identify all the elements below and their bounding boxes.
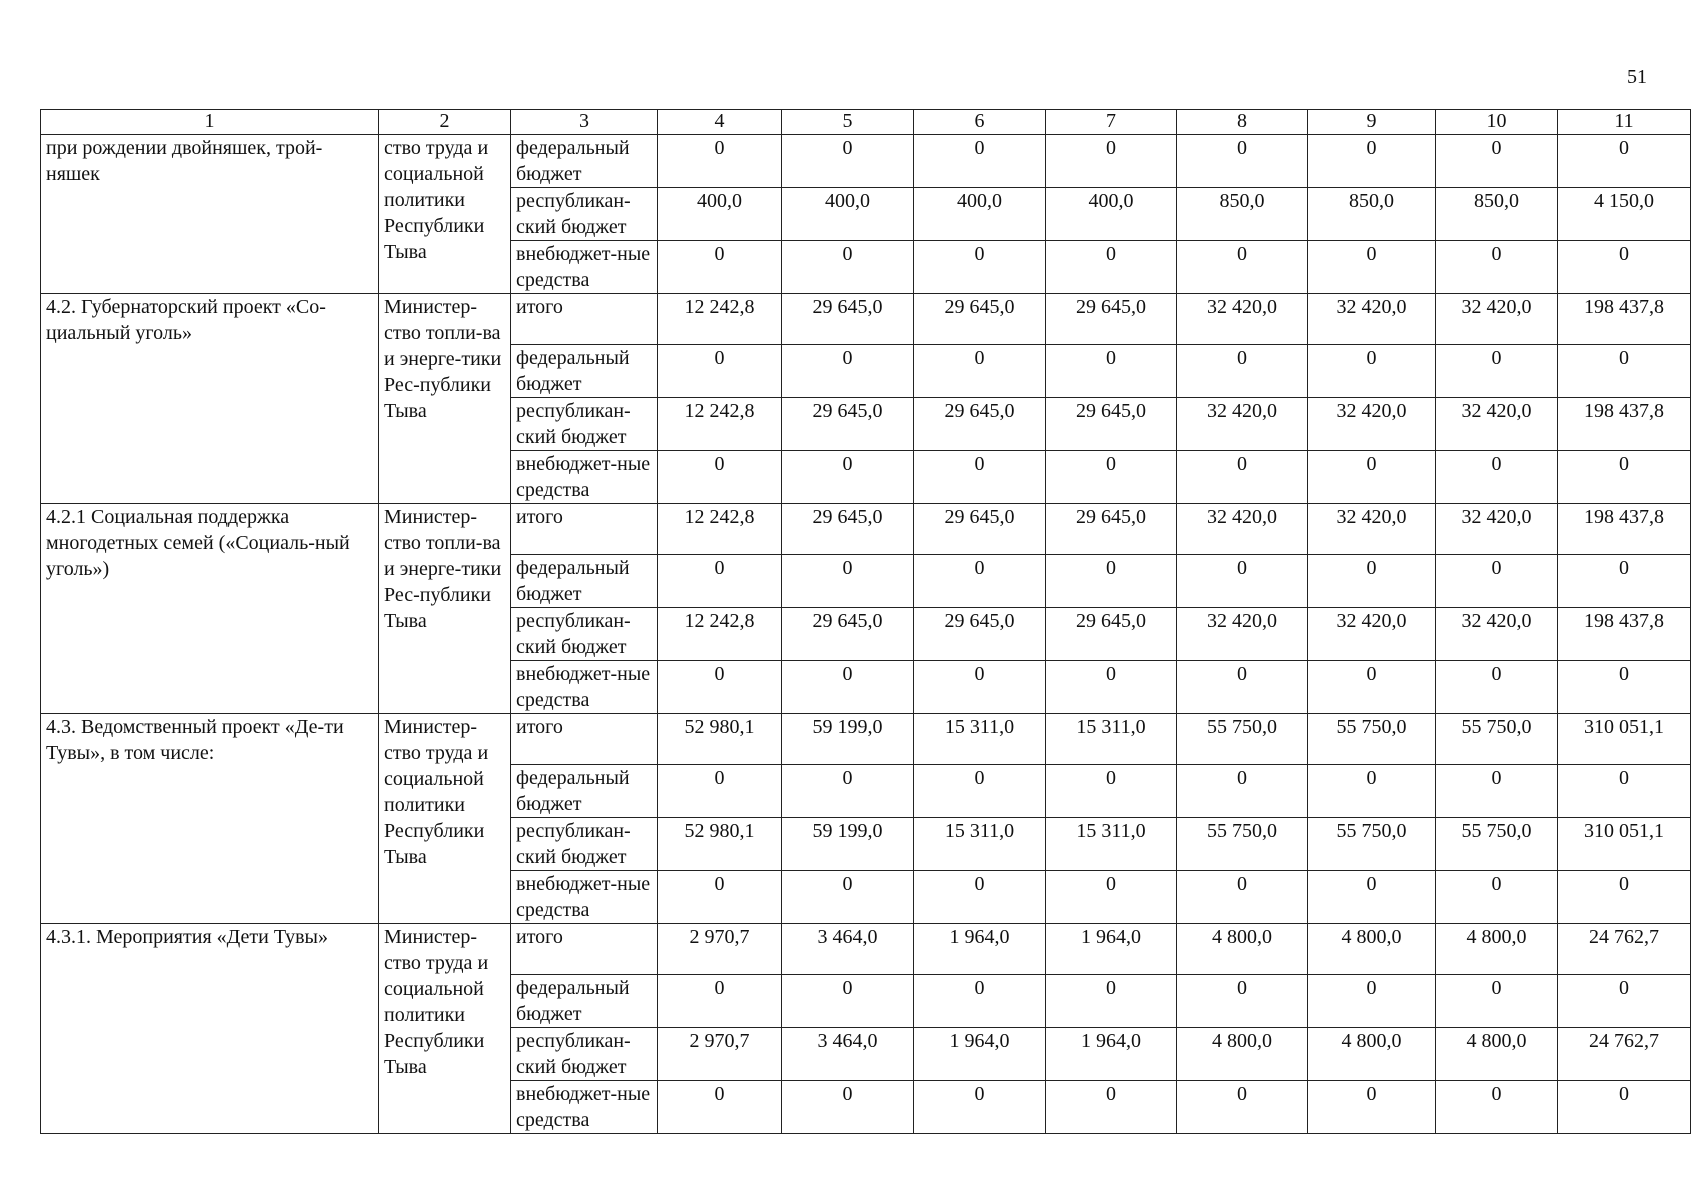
funding-value: 0 <box>914 451 1046 504</box>
funding-value: 12 242,8 <box>658 294 782 345</box>
funding-value: 0 <box>658 975 782 1028</box>
table-body <box>41 135 1691 1134</box>
funding-value: 0 <box>1177 451 1308 504</box>
funding-value: 59 199,0 <box>782 818 914 871</box>
funding-value: 0 <box>1436 135 1558 188</box>
funding-value: 32 420,0 <box>1177 504 1308 555</box>
funding-value: 29 645,0 <box>782 294 914 345</box>
funding-value: 4 800,0 <box>1177 924 1308 975</box>
funding-value: 0 <box>782 555 914 608</box>
funding-value: 4 800,0 <box>1177 1028 1308 1081</box>
funding-value: 12 242,8 <box>658 398 782 451</box>
funding-value: 55 750,0 <box>1436 818 1558 871</box>
responsible-executor: Министер-ство труда и социальной политики Республики Тыва <box>379 924 511 1134</box>
funding-value: 4 800,0 <box>1308 924 1436 975</box>
funding-value: 29 645,0 <box>782 608 914 661</box>
funding-value: 0 <box>1177 135 1308 188</box>
table-header <box>41 110 1691 135</box>
funding-value: 0 <box>1558 241 1691 294</box>
funding-value: 4 800,0 <box>1436 924 1558 975</box>
funding-value: 1 964,0 <box>914 924 1046 975</box>
funding-value: 0 <box>1558 345 1691 398</box>
funding-value: 24 762,7 <box>1558 1028 1691 1081</box>
funding-value: 0 <box>1177 975 1308 1028</box>
funding-value: 32 420,0 <box>1308 398 1436 451</box>
funding-value: 310 051,1 <box>1558 818 1691 871</box>
funding-value: 0 <box>782 661 914 714</box>
funding-value: 0 <box>1436 1081 1558 1134</box>
column-number: 9 <box>1308 110 1436 135</box>
funding-value: 12 242,8 <box>658 608 782 661</box>
funding-value: 0 <box>914 345 1046 398</box>
funding-value: 0 <box>1177 1081 1308 1134</box>
funding-value: 0 <box>1046 1081 1177 1134</box>
funding-source: федеральный бюджет <box>511 975 658 1028</box>
funding-value: 32 420,0 <box>1308 608 1436 661</box>
funding-source: федеральный бюджет <box>511 135 658 188</box>
funding-value: 0 <box>914 871 1046 924</box>
funding-value: 0 <box>914 555 1046 608</box>
funding-source: федеральный бюджет <box>511 765 658 818</box>
funding-value: 198 437,8 <box>1558 504 1691 555</box>
funding-source: внебюджет-ные средства <box>511 241 658 294</box>
funding-value: 15 311,0 <box>1046 818 1177 871</box>
responsible-executor: Министер-ство топли-ва и энерге-тики Рес-публики Тыва <box>379 294 511 504</box>
funding-value: 55 750,0 <box>1177 714 1308 765</box>
funding-value: 2 970,7 <box>658 924 782 975</box>
funding-value: 59 199,0 <box>782 714 914 765</box>
measure-name: 4.2. Губернаторский проект «Со-циальный уголь» <box>41 294 379 504</box>
funding-value: 0 <box>658 135 782 188</box>
funding-value: 0 <box>1046 765 1177 818</box>
funding-value: 0 <box>1177 555 1308 608</box>
funding-value: 0 <box>1436 975 1558 1028</box>
funding-value: 0 <box>658 1081 782 1134</box>
funding-source: республикан-ский бюджет <box>511 398 658 451</box>
funding-value: 15 311,0 <box>1046 714 1177 765</box>
funding-value: 0 <box>658 871 782 924</box>
funding-value: 32 420,0 <box>1308 504 1436 555</box>
funding-source: республикан-ский бюджет <box>511 1028 658 1081</box>
funding-value: 0 <box>1308 241 1436 294</box>
funding-value: 32 420,0 <box>1177 608 1308 661</box>
funding-value: 850,0 <box>1177 188 1308 241</box>
funding-value: 32 420,0 <box>1436 504 1558 555</box>
measure-name: 4.3.1. Мероприятия «Дети Тувы» <box>41 924 379 1134</box>
funding-value: 55 750,0 <box>1177 818 1308 871</box>
funding-value: 198 437,8 <box>1558 608 1691 661</box>
funding-value: 55 750,0 <box>1436 714 1558 765</box>
funding-value: 400,0 <box>914 188 1046 241</box>
funding-source: внебюджет-ные средства <box>511 661 658 714</box>
funding-value: 0 <box>1558 555 1691 608</box>
funding-value: 0 <box>658 555 782 608</box>
funding-value: 0 <box>1558 765 1691 818</box>
funding-value: 29 645,0 <box>914 504 1046 555</box>
funding-value: 3 464,0 <box>782 1028 914 1081</box>
funding-value: 0 <box>1046 975 1177 1028</box>
funding-value: 0 <box>782 241 914 294</box>
funding-value: 0 <box>1308 451 1436 504</box>
funding-value: 0 <box>914 241 1046 294</box>
funding-value: 0 <box>658 345 782 398</box>
funding-value: 29 645,0 <box>1046 294 1177 345</box>
funding-value: 32 420,0 <box>1436 294 1558 345</box>
column-number: 10 <box>1436 110 1558 135</box>
table-row <box>41 294 1691 345</box>
column-number: 1 <box>41 110 379 135</box>
funding-value: 0 <box>782 871 914 924</box>
funding-value: 0 <box>782 1081 914 1134</box>
funding-value: 0 <box>1436 241 1558 294</box>
funding-source: федеральный бюджет <box>511 345 658 398</box>
column-number: 7 <box>1046 110 1177 135</box>
funding-source: итого <box>511 504 658 555</box>
funding-value: 400,0 <box>782 188 914 241</box>
funding-value: 0 <box>1046 241 1177 294</box>
funding-value: 0 <box>782 345 914 398</box>
funding-value: 0 <box>782 765 914 818</box>
funding-value: 24 762,7 <box>1558 924 1691 975</box>
funding-value: 0 <box>1308 135 1436 188</box>
funding-value: 0 <box>914 1081 1046 1134</box>
funding-value: 12 242,8 <box>658 504 782 555</box>
funding-value: 0 <box>1558 975 1691 1028</box>
table-row <box>41 135 1691 188</box>
budget-table <box>40 109 1691 1134</box>
funding-value: 1 964,0 <box>914 1028 1046 1081</box>
funding-value: 1 964,0 <box>1046 924 1177 975</box>
funding-value: 0 <box>1177 765 1308 818</box>
funding-value: 0 <box>658 451 782 504</box>
funding-value: 0 <box>1308 661 1436 714</box>
funding-value: 0 <box>914 661 1046 714</box>
funding-value: 0 <box>1436 871 1558 924</box>
funding-value: 0 <box>1046 345 1177 398</box>
funding-value: 0 <box>1436 661 1558 714</box>
funding-value: 0 <box>914 975 1046 1028</box>
funding-value: 0 <box>1046 555 1177 608</box>
responsible-executor: Министер-ство труда и социальной политики Республики Тыва <box>379 714 511 924</box>
measure-name: 4.2.1 Социальная поддержка многодетных семей («Социаль-ный уголь») <box>41 504 379 714</box>
funding-source: итого <box>511 714 658 765</box>
measure-name: при рождении двойняшек, трой-няшек <box>41 135 379 294</box>
funding-value: 0 <box>1177 345 1308 398</box>
funding-value: 0 <box>1177 871 1308 924</box>
funding-value: 400,0 <box>1046 188 1177 241</box>
funding-value: 0 <box>1558 1081 1691 1134</box>
funding-source: республикан-ский бюджет <box>511 188 658 241</box>
funding-value: 198 437,8 <box>1558 398 1691 451</box>
funding-source: республикан-ский бюджет <box>511 818 658 871</box>
funding-value: 0 <box>658 661 782 714</box>
funding-value: 1 964,0 <box>1046 1028 1177 1081</box>
funding-value: 52 980,1 <box>658 714 782 765</box>
funding-value: 32 420,0 <box>1177 398 1308 451</box>
funding-value: 0 <box>1046 661 1177 714</box>
column-number: 2 <box>379 110 511 135</box>
funding-value: 29 645,0 <box>782 398 914 451</box>
column-number: 6 <box>914 110 1046 135</box>
funding-value: 0 <box>658 241 782 294</box>
funding-value: 310 051,1 <box>1558 714 1691 765</box>
funding-value: 0 <box>1558 871 1691 924</box>
funding-value: 2 970,7 <box>658 1028 782 1081</box>
funding-value: 52 980,1 <box>658 818 782 871</box>
funding-value: 0 <box>1436 555 1558 608</box>
funding-source: федеральный бюджет <box>511 555 658 608</box>
funding-value: 32 420,0 <box>1436 398 1558 451</box>
funding-value: 0 <box>1308 871 1436 924</box>
funding-value: 0 <box>1558 451 1691 504</box>
funding-value: 4 800,0 <box>1308 1028 1436 1081</box>
funding-value: 0 <box>1046 871 1177 924</box>
funding-value: 0 <box>782 451 914 504</box>
funding-value: 29 645,0 <box>1046 504 1177 555</box>
funding-value: 32 420,0 <box>1177 294 1308 345</box>
funding-value: 15 311,0 <box>914 818 1046 871</box>
funding-value: 0 <box>1436 765 1558 818</box>
funding-value: 0 <box>1558 135 1691 188</box>
funding-value: 0 <box>1046 135 1177 188</box>
funding-value: 0 <box>914 135 1046 188</box>
funding-value: 850,0 <box>1308 188 1436 241</box>
funding-value: 0 <box>658 765 782 818</box>
funding-value: 29 645,0 <box>914 608 1046 661</box>
funding-value: 0 <box>1308 975 1436 1028</box>
funding-source: внебюджет-ные средства <box>511 451 658 504</box>
responsible-executor: Министер-ство топли-ва и энерге-тики Рес-публики Тыва <box>379 504 511 714</box>
funding-value: 4 800,0 <box>1436 1028 1558 1081</box>
funding-value: 32 420,0 <box>1436 608 1558 661</box>
funding-value: 0 <box>1046 451 1177 504</box>
funding-value: 29 645,0 <box>1046 398 1177 451</box>
funding-value: 0 <box>1558 661 1691 714</box>
column-number: 8 <box>1177 110 1308 135</box>
funding-value: 850,0 <box>1436 188 1558 241</box>
funding-value: 0 <box>1177 661 1308 714</box>
funding-value: 0 <box>1177 241 1308 294</box>
funding-source: республикан-ский бюджет <box>511 608 658 661</box>
funding-source: итого <box>511 924 658 975</box>
funding-source: внебюджет-ные средства <box>511 871 658 924</box>
funding-value: 0 <box>1308 345 1436 398</box>
column-number: 4 <box>658 110 782 135</box>
funding-value: 0 <box>1308 1081 1436 1134</box>
funding-value: 0 <box>1436 345 1558 398</box>
responsible-executor: ство труда и социальной политики Республики Тыва <box>379 135 511 294</box>
funding-value: 29 645,0 <box>914 398 1046 451</box>
funding-value: 32 420,0 <box>1308 294 1436 345</box>
funding-value: 55 750,0 <box>1308 818 1436 871</box>
funding-source: внебюджет-ные средства <box>511 1081 658 1134</box>
funding-value: 0 <box>1308 765 1436 818</box>
funding-value: 0 <box>782 975 914 1028</box>
funding-value: 4 150,0 <box>1558 188 1691 241</box>
funding-value: 15 311,0 <box>914 714 1046 765</box>
funding-source: итого <box>511 294 658 345</box>
funding-value: 29 645,0 <box>1046 608 1177 661</box>
column-number: 5 <box>782 110 914 135</box>
funding-value: 0 <box>1308 555 1436 608</box>
page-number: 51 <box>1627 66 1647 88</box>
table-row <box>41 924 1691 975</box>
funding-value: 0 <box>914 765 1046 818</box>
measure-name: 4.3. Ведомственный проект «Де-ти Тувы», в том числе: <box>41 714 379 924</box>
funding-value: 400,0 <box>658 188 782 241</box>
funding-value: 55 750,0 <box>1308 714 1436 765</box>
funding-value: 0 <box>1436 451 1558 504</box>
column-number-row <box>41 110 1691 135</box>
funding-value: 198 437,8 <box>1558 294 1691 345</box>
funding-value: 3 464,0 <box>782 924 914 975</box>
column-number: 11 <box>1558 110 1691 135</box>
funding-value: 0 <box>782 135 914 188</box>
funding-value: 29 645,0 <box>914 294 1046 345</box>
funding-value: 29 645,0 <box>782 504 914 555</box>
table-row <box>41 714 1691 765</box>
column-number: 3 <box>511 110 658 135</box>
table-row <box>41 504 1691 555</box>
